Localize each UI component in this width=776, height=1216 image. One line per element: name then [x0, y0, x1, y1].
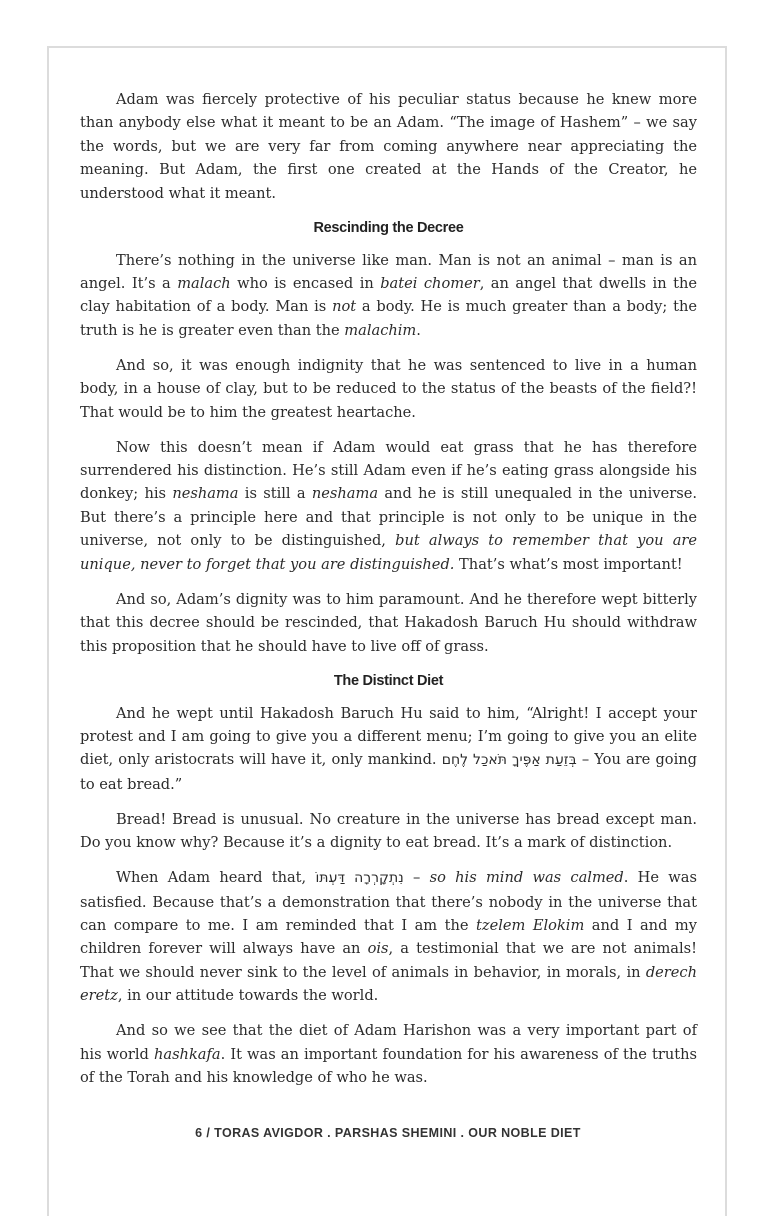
- text-segment: And he wept until Hakadosh Baruch Hu said to him, “Alright! I accept your protest and I am going to give you a different menu; I’m going to give you an elite diet, only aristocrats will have it, only mankind.: [80, 704, 697, 769]
- paragraph: [80, 354, 697, 424]
- paragraph: [80, 702, 697, 797]
- italic-text: batei chomer: [380, 275, 480, 293]
- text-segment: who is encased in: [230, 275, 381, 293]
- section-heading: Rescinding the Decree: [313, 219, 464, 236]
- text-segment: And so, Adam’s dignity was to him paramount. And he therefore wept bitterly that this decree should be rescinded, that Hakadosh Baruch Hu should withdraw this proposition that he should have to live off of grass.: [80, 590, 697, 655]
- paragraph: [80, 88, 697, 205]
- text-segment: .: [416, 321, 421, 339]
- text-segment: a body. He is much greater than a body; the truth is he is greater even than the: [80, 298, 697, 339]
- paragraph: [80, 588, 697, 658]
- text-segment: , an angel that dwells in the clay habitation of a body. Man is: [80, 275, 697, 316]
- paragraph: [80, 249, 697, 343]
- italic-text: malach: [177, 275, 231, 293]
- italic-text: tzelem Elokim: [476, 916, 585, 934]
- text-segment: And so, it was enough indignity that he was sentenced to live in a human body, in a house of clay, but to be reduced to the status of the beasts of the field?! That would be to him the greatest heartache.: [80, 356, 697, 421]
- text-segment: Bread! Bread is unusual. No creature in the universe has bread except man. Do you know why? Because it’s a dignity to eat bread. It’s a mark of distinction.: [80, 810, 697, 852]
- italic-text: neshama: [172, 485, 239, 503]
- hebrew-quote: נִתְקָרְרָה דַּעְתּוֹ: [315, 870, 404, 887]
- italic-text: neshama: [311, 485, 379, 503]
- text-segment: and I and my children forever will always have an: [80, 916, 697, 958]
- hebrew-quote: בְּזֵעַת אַפֶּיךָ תֹּאכַל לֶחֶם: [441, 752, 577, 769]
- italic-text: malachim: [344, 321, 417, 339]
- text-segment: That’s what’s most important!: [454, 555, 683, 573]
- text-segment: is still a: [238, 485, 312, 503]
- text-segment: When Adam heard that,: [116, 869, 316, 887]
- text-segment: . It was an important foundation for his awareness of the truths of the Torah and his knowledge of who he was.: [80, 1045, 697, 1086]
- text-segment: , in our attitude towards the world.: [117, 987, 379, 1005]
- text-segment: and he is still unequaled in the universe. But there’s a principle here and that principle is not only to be unique in the universe, not only to be distinguished,: [80, 485, 697, 550]
- text-segment: Adam was fiercely protective of his peculiar status because he knew more than anybody else what it meant to be an Adam. “The image of Hashem” – we say the words, but we are very far from coming anywhere near appreciating the meaning. But Adam, the first one created at the Hands of the Creator, he understood what it meant.: [80, 91, 697, 202]
- text-segment: , a testimonial that we are not animals! That we should never sink to the level of animals in behavior, in morals, in: [80, 940, 698, 981]
- paragraph: [80, 436, 697, 576]
- italic-text: derech eretz: [80, 963, 697, 1005]
- text-segment: . He was satisfied. Because that’s a demonstration that there’s nobody in the universe that can compare to me. I am reminded that I am the: [80, 869, 697, 934]
- italic-text: but always to remember that you are unique, never to forget that you are distinguished.: [80, 532, 698, 573]
- text-segment: – You are going to eat bread.”: [80, 751, 697, 793]
- page-body: [80, 88, 697, 1101]
- text-segment: –: [403, 869, 430, 887]
- paragraph: [80, 866, 697, 1007]
- text-segment: Now this doesn’t mean if Adam would eat grass that he has therefore surrendered his distinction. He’s still Adam even if he’s eating grass alongside his donkey; his: [80, 438, 697, 503]
- section-heading: The Distinct Diet: [333, 672, 444, 689]
- paragraph: [80, 808, 697, 855]
- italic-text: ois: [367, 940, 389, 958]
- italic-text: so his mind was calmed: [429, 869, 624, 887]
- italic-text: not: [332, 298, 357, 316]
- italic-text: hashkafa: [153, 1045, 221, 1063]
- text-segment: There’s nothing in the universe like man. Man is not an animal – man is an angel. It’s a: [80, 251, 697, 293]
- paragraph: [80, 1019, 697, 1089]
- text-segment: And so we see that the diet of Adam Harishon was a very important part of his world: [80, 1022, 697, 1063]
- page-footer: 6 / TORAS AVIGDOR . PARSHAS SHEMINI . OUR NOBLE DIET: [195, 1126, 581, 1140]
